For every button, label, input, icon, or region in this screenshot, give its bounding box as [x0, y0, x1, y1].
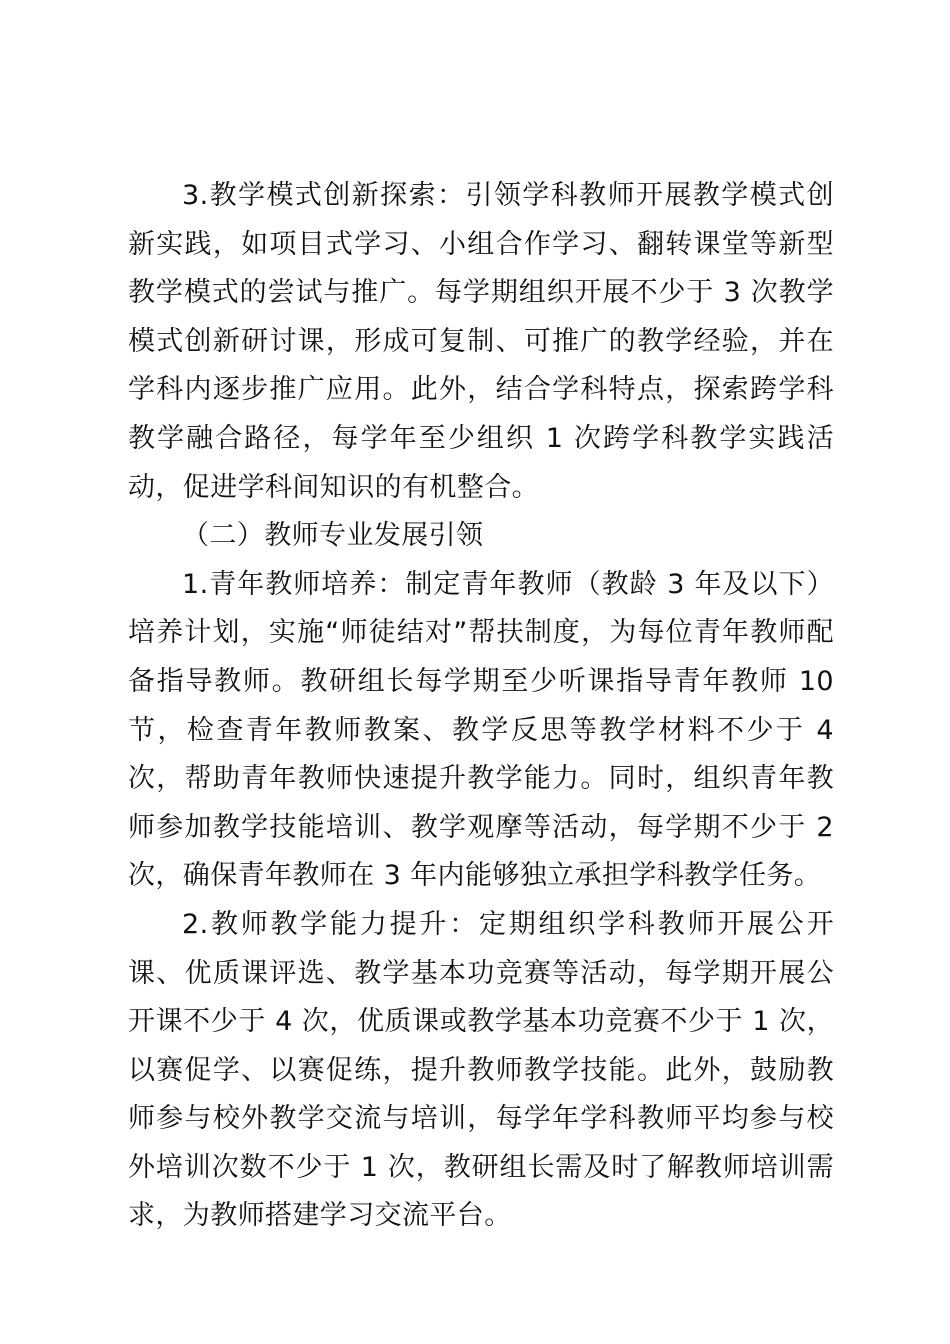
document-body — [128, 172, 834, 1241]
section-heading-teacher-development: （二）教师专业发展引领 — [182, 520, 484, 552]
paragraph-teaching-model-innovation: 3.教学模式创新探索：引领学科教师开展教学模式创新实践，如项目式学习、小组合作学习、翻转课堂等新型教学模式的尝试与推广。每学期组织开展不少于 3 次教学模式创新研讨课，形成可复制、可推广的教学经验，并在学科内逐步推广应用。此外，结合学科特点，探索跨学科教学融合路径，每学年至少组织 1 次跨学科教学实践活动，促进学科间知识的有机整合。 — [128, 180, 834, 503]
paragraph-teaching-ability-improvement: 2.教师教学能力提升：定期组织学科教师开展公开课、优质课评选、教学基本功竞赛等活动，每学期开展公开课不少于 4 次，优质课或教学基本功竞赛不少于 1 次，以赛促学、以赛促练，提升教师教学技能。此外，鼓励教师参与校外教学交流与培训，每学年学科教师平均参与校外培训次数不少于 1 次，教研组长需及时了解教师培训需求，为教师搭建学习交流平台。 — [128, 908, 834, 1232]
paragraph-young-teacher-training: 1.青年教师培养：制定青年教师（教龄 3 年及以下）培养计划，实施“师徒结对”帮扶制度，为每位青年教师配备指导教师。教研组长每学期至少听课指导青年教师 10 节，检查青年教师教案、教学反思等教学材料不少于 4 次，帮助青年教师快速提升教学能力。同时，组织青年教师参加教学技能培训、教学观摩等活动，每学期不少于 2 次，确保青年教师在 3 年内能够独立承担学科教学任务。 — [128, 568, 834, 892]
